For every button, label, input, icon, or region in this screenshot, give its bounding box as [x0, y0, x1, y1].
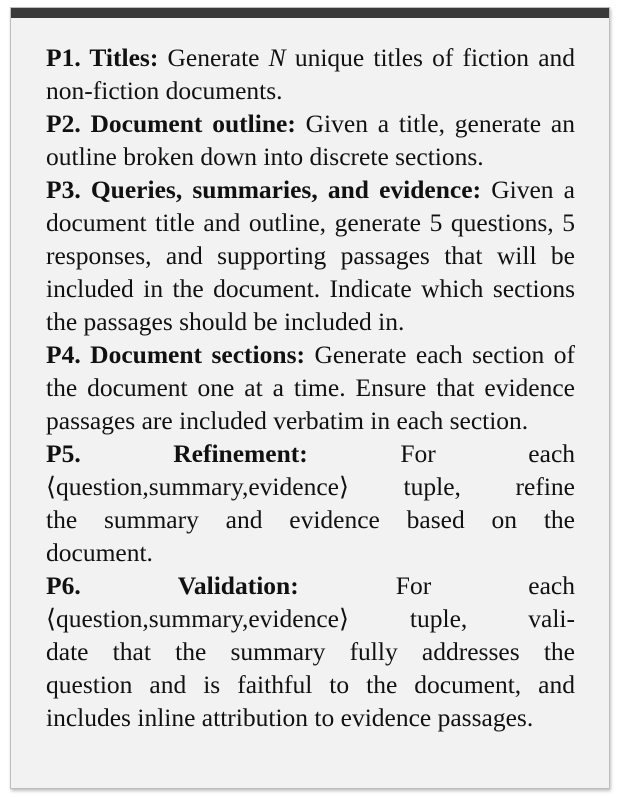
prompt-p6-line4: question and is faithful to the document, and: [46, 670, 575, 699]
prompt-p5-line1: [46, 437, 575, 470]
prompt-p1-text-pre: Generate: [158, 43, 269, 72]
prompt-p6-line5: includes inline attribution to evidence passages.: [46, 703, 534, 732]
prompt-p4-text: Generate each section of the document one at a time. Ensure that evidence passages are included verbatim in each section.: [46, 340, 575, 435]
prompt-p2: [46, 107, 575, 173]
prompt-p3: [46, 173, 575, 338]
prompt-p4-label: P4. Document sections:: [46, 340, 305, 369]
prompt-card: [10, 7, 610, 789]
prompt-p6-label-number: P6.: [46, 571, 81, 600]
prompt-p5-line3: the summary and evidence based on the: [46, 505, 575, 534]
prompt-p6-line2: ⟨question,summary,evidence⟩ tuple, vali-: [46, 604, 575, 633]
prompt-p4: [46, 338, 575, 437]
prompt-p5-line4: document.: [46, 538, 153, 567]
prompt-p1-label: P1. Titles:: [46, 43, 159, 72]
card-top-bar: [11, 8, 609, 18]
prompt-p1-text-post: unique titles of fiction and non-fiction documents.: [46, 43, 576, 105]
prompt-list: [46, 41, 575, 734]
prompt-p2-text: Given a title, generate an outline broken down into discrete sections.: [46, 109, 575, 171]
prompt-p1: [46, 41, 575, 107]
prompt-p5-line1-text: For each: [400, 439, 576, 468]
prompt-p5-label-title: Refinement:: [173, 439, 308, 468]
prompt-p3-text: Given a document title and outline, generate 5 questions, 5 responses, and supporting passages that will be included in the document. Indicate which sections the passages should be included in.: [46, 175, 576, 336]
prompt-p5-line2: ⟨question,summary,evidence⟩ tuple, refine: [46, 472, 575, 501]
prompt-p2-label: P2. Document outline:: [46, 109, 296, 138]
prompt-p5-label-number: P5.: [46, 439, 81, 468]
prompt-p6-label-title: Validation:: [177, 571, 299, 600]
prompt-p1-variable: N: [268, 43, 286, 72]
prompt-p5: [46, 437, 575, 569]
prompt-p6-line1: [46, 569, 575, 602]
prompt-p6: [46, 569, 575, 734]
prompt-p3-label: P3. Queries, summaries, and evidence:: [46, 175, 482, 204]
prompt-p6-line1-text: For each: [395, 571, 575, 600]
prompt-p6-line3: date that the summary fully addresses the: [46, 637, 575, 666]
